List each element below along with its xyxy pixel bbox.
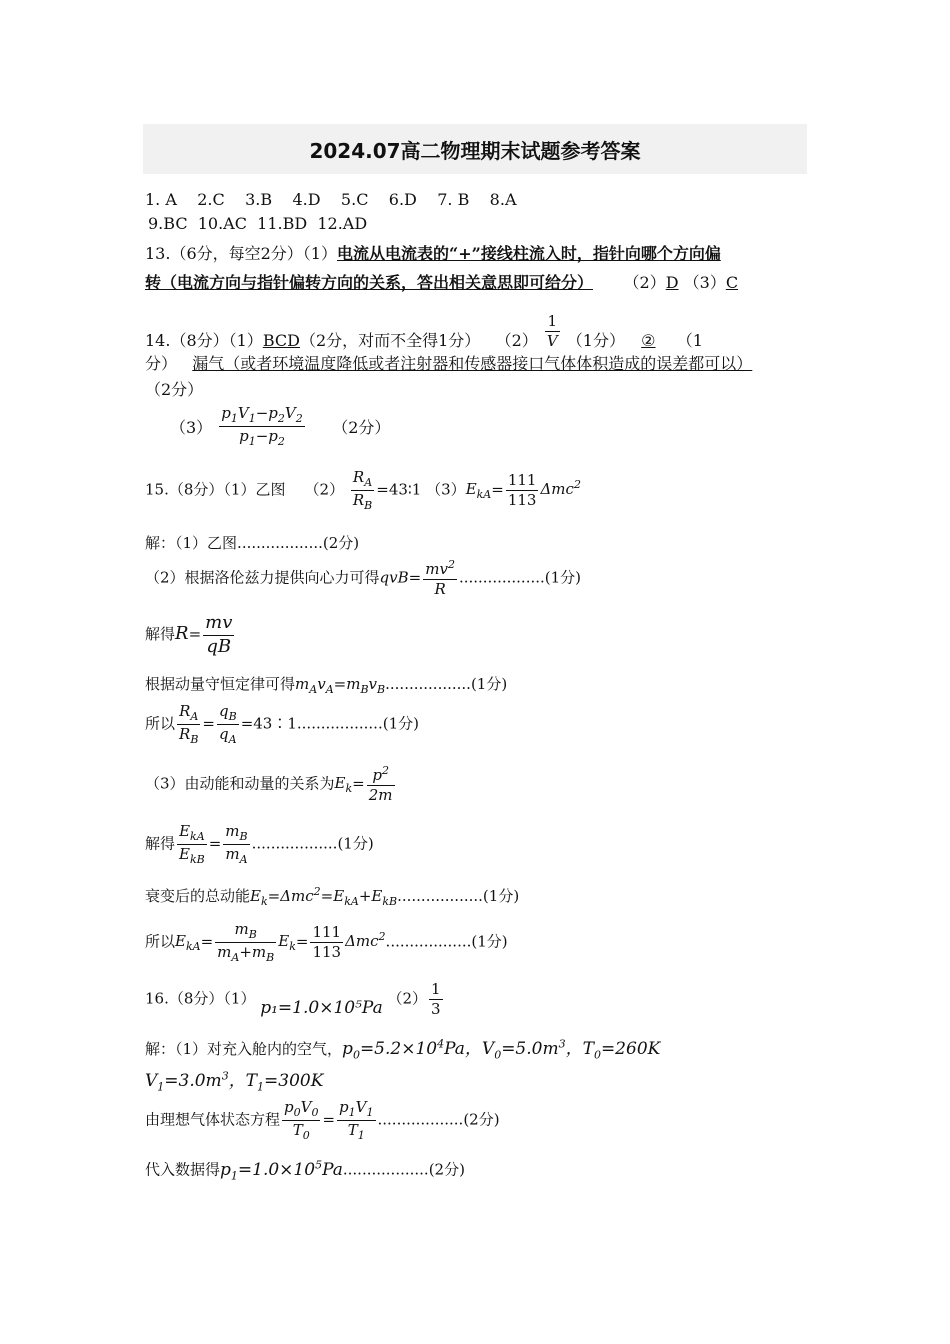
sol-text: 由理想气体状态方程 — [145, 1110, 281, 1129]
q14-head: 14.（8分）（1） — [145, 330, 263, 350]
mc-answer: 12.AD — [317, 214, 368, 233]
q15-ratio: =43∶1 — [376, 480, 422, 499]
mc-answer: 3.B — [245, 190, 273, 209]
points: (2分) — [428, 1160, 465, 1179]
q15-sol-2: （2）根据洛伦兹力提供向心力可得qvB= $\frac{mv^2}{R}$ ..................(1分) — [145, 558, 582, 598]
frac-den: 113 — [507, 490, 537, 509]
q14-part2: （2） — [495, 330, 538, 350]
q14-score-2: （1分） — [566, 330, 625, 350]
q16-sol-1: 解：（1）对充入舱内的空气，$p_0=5.2\times 10^4Pa$，$V_0=5.0m^3$，$T_0=260K$ — [145, 1037, 661, 1062]
q13-part3: （3） — [683, 273, 726, 292]
dots: .................. — [237, 534, 323, 552]
points: (1分) — [337, 834, 374, 853]
q13-answer-1a: 电流从电流表的“+”接线柱流入时，指针向哪个方向偏 — [337, 244, 721, 263]
sol-text: 所以 — [145, 932, 176, 951]
q13-answer-3: C — [725, 273, 739, 292]
q16-sol-4: 代入数据得$p_1=1.0\times 10^5Pa..................(2$分) — [145, 1158, 465, 1183]
q13-answer-1b: 转（电流方向与指针偏转方向的关系，答出相关意思即可给分） — [145, 273, 594, 292]
points: (2分) — [463, 1110, 500, 1129]
q13-part2: （2） — [623, 273, 666, 292]
mc-answer: 2.C — [197, 190, 225, 209]
q15-sol-8: 衰变后的总动能$E_k=\Delta mc^2=E_{kA}+E_{kB}..................(1$分) — [145, 885, 520, 908]
sol-text: 解得 — [145, 625, 176, 643]
q14-part3: （3） — [170, 417, 213, 437]
q15-sol-3: 解得R= $\frac{mv}{qB}$ — [145, 612, 233, 657]
q14-answer-3: $\frac{p_1V_1-p_2V_2}{p_1-p_2}$ — [221, 404, 303, 448]
frac-den: 3 — [431, 999, 441, 1018]
q13-line-2 — [145, 270, 738, 293]
mc-answer: 10.AC — [197, 214, 247, 233]
q14-score-2c: （2分） — [145, 380, 204, 399]
q14-answer-1: BCD — [262, 330, 300, 350]
sol-text: （2）根据洛伦兹力提供向心力可得 — [145, 568, 380, 587]
q14-answer-2c: 漏气（或者环境温度降低或者注射器和传感器接口气体体积造成的误差都可以） — [192, 354, 753, 373]
q15-head: 15.（8分）（1）乙图 — [145, 480, 286, 499]
frac-num: 1 — [545, 312, 560, 332]
q15-sol-9: 所以$E_{kA}=$ $\frac{m_B}{m_A+m_B}$ $E_k=$ $\frac{111}{113}$ Δmc$^2$..................(1分) — [145, 920, 508, 964]
points: (2分) — [322, 534, 360, 552]
q15-ratio: =43∶1 — [240, 714, 297, 733]
mc-answer: 7. B — [437, 190, 470, 209]
mc-answer: 9.BC — [148, 214, 188, 233]
dots: .................. — [377, 1110, 464, 1129]
points: (1分) — [382, 714, 419, 733]
q15-line-1: 15.（8分）（1）乙图 （2） $\frac{R_A}{R_B}$ =43∶1 $(3)E_{kA}=$ $\frac{111}{113}$ Δmc$^2$ — [145, 468, 581, 512]
q14-note-1: （2分，对而不全得1分） — [299, 330, 481, 350]
sol-text: （3）由动能和动量的关系为 — [145, 774, 335, 793]
mc-answer: 8.A — [489, 190, 517, 209]
q16-sol-2: $V_1=3.0m^3$，$T_1=300K$ — [145, 1069, 324, 1094]
q16-sol-3: 由理想气体状态方程 $\frac{p_0V_0}{T_0}$ = $\frac{p_1V_1}{T_1}$ ..................(2分) — [145, 1098, 500, 1142]
frac-num: 1 — [431, 980, 441, 998]
frac-den: 113 — [312, 942, 342, 961]
points: (1分) — [471, 932, 508, 951]
mc-row-1 — [145, 190, 517, 209]
q16-answer-1: p₁=1.0×10⁵Pa — [260, 998, 383, 1019]
q14-score-2b: （1 — [676, 330, 703, 350]
mc-answer: 4.D — [292, 190, 321, 209]
q14-line-3 — [145, 377, 203, 400]
dots: .................. — [342, 1160, 429, 1179]
dots: .................. — [296, 714, 383, 733]
q13-answer-2: D — [665, 273, 679, 292]
sol-text: 解：（1）乙图 — [145, 534, 238, 552]
q14-line-2 — [145, 351, 752, 374]
q15-sol-5: 所以 $\frac{R_A}{R_B}$ = $\frac{q_B}{q_A}$ =43∶1..................(1分) — [145, 702, 419, 746]
q14-line-4 — [170, 404, 390, 449]
sol-text: 代入数据得 — [145, 1160, 221, 1179]
dots: .................. — [385, 675, 471, 693]
q15-sol-7: 解得 $\frac{E_{kA}}{E_{kB}}$ = $\frac{m_B}{m_A}$ ..................(1分) — [145, 822, 374, 866]
sol-text: 解：（1）对充入舱内的空气， — [145, 1040, 343, 1058]
q14-answer-2b: ② — [641, 330, 656, 350]
frac-num: 111 — [312, 923, 342, 941]
frac-num: 111 — [507, 471, 537, 489]
frac-den: V — [546, 331, 558, 350]
q15-sol-4: 根据动量守恒定律可得$m_Av_A=m_Bv_B..................(1$分) — [145, 675, 508, 696]
q16-head: 16.（8分）（1） — [145, 989, 256, 1008]
mc-answer: 1. A — [145, 190, 177, 209]
sol-text: 根据动量守恒定律可得 — [145, 675, 296, 693]
dots: .................. — [458, 568, 545, 587]
points: (1分) — [470, 675, 508, 693]
sol-text: 所以 — [145, 714, 176, 733]
q16-part2: （2） — [387, 989, 428, 1008]
q14-score-2b-cont: 分） — [145, 354, 178, 373]
dots: .................. — [385, 932, 472, 951]
q16-line-1 — [145, 980, 445, 1019]
page-title: 2024.07高二物理期末试题参考答案 — [143, 124, 807, 174]
q16-fraction — [429, 980, 443, 1019]
q13-head: 13.（6分，每空2分）（1） — [145, 244, 337, 263]
mc-answer: 11.BD — [257, 214, 308, 233]
q15-ratio-frac: $\frac{R_A}{R_B}$ — [352, 468, 373, 512]
points: (1分) — [544, 568, 582, 587]
q15-part2: （2） — [304, 480, 345, 499]
sol-text: 衰变后的总动能 — [145, 887, 251, 905]
q14-score-3: （2分） — [332, 417, 391, 437]
dots: .................. — [397, 887, 483, 905]
q15-sol-6: （3）由动能和动量的关系为$E_k=$ $\frac{p^2}{2m}$ — [145, 764, 393, 804]
points: (1分) — [482, 887, 520, 905]
mc-row-2 — [148, 214, 367, 233]
mc-answer: 6.D — [388, 190, 417, 209]
dots: .................. — [251, 834, 338, 853]
q13-line-1 — [145, 241, 721, 264]
mc-answer: 5.C — [340, 190, 369, 209]
sol-text: 解得 — [145, 834, 176, 853]
q15-part3: （3） — [426, 480, 466, 499]
q15-sol-1 — [145, 532, 359, 553]
q14-fraction — [545, 312, 560, 351]
q15-energy-frac — [506, 471, 539, 510]
